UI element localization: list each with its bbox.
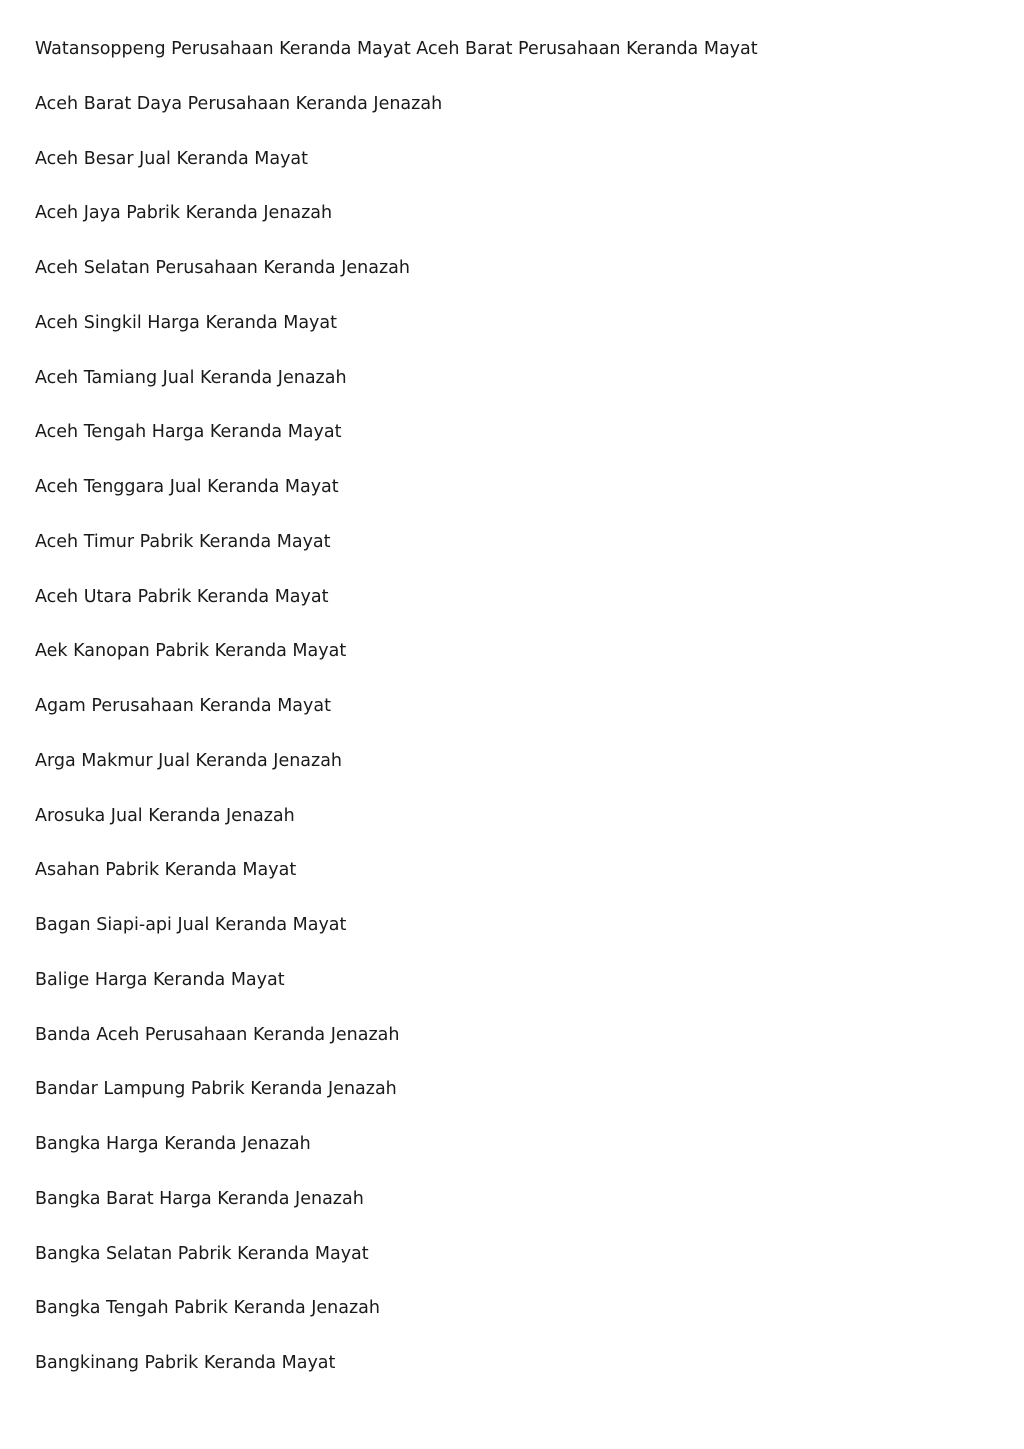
text-line: Agam Perusahaan Keranda Mayat bbox=[35, 696, 331, 716]
text-line: Aceh Singkil Harga Keranda Mayat bbox=[35, 312, 338, 333]
text-line: Aceh Tenggara Jual Keranda Mayat bbox=[35, 477, 339, 497]
text-line: Aceh Utara Pabrik Keranda Mayat bbox=[35, 586, 329, 607]
text-line: Bandar Lampung Pabrik Keranda Jenazah bbox=[35, 1079, 397, 1100]
text-line: Bangka Tengah Pabrik Keranda Jenazah bbox=[35, 1298, 380, 1319]
text-line: Bangkinang Pabrik Keranda Mayat bbox=[35, 1353, 336, 1373]
text-line: Aceh Tengah Harga Keranda Mayat bbox=[35, 422, 342, 443]
text-line: Watansoppeng Perusahaan Keranda Mayat Aceh Barat Perusahaan Keranda Mayat bbox=[35, 39, 758, 59]
text-line: Banda Aceh Perusahaan Keranda Jenazah bbox=[35, 1024, 400, 1045]
text-line: Aceh Selatan Perusahaan Keranda Jenazah bbox=[35, 258, 410, 278]
text-line: Aceh Besar Jual Keranda Mayat bbox=[35, 148, 309, 169]
text-line: Aceh Barat Daya Perusahaan Keranda Jenazah bbox=[35, 93, 443, 114]
text-line: Aceh Tamiang Jual Keranda Jenazah bbox=[35, 367, 347, 388]
text-line: Bangka Barat Harga Keranda Jenazah bbox=[35, 1188, 364, 1209]
text-line: Balige Harga Keranda Mayat bbox=[35, 969, 285, 990]
text-line: Arosuka Jual Keranda Jenazah bbox=[35, 805, 295, 826]
text-line: Arga Makmur Jual Keranda Jenazah bbox=[35, 750, 343, 771]
text-line: Asahan Pabrik Keranda Mayat bbox=[35, 860, 297, 881]
text-line: Aceh Timur Pabrik Keranda Mayat bbox=[35, 531, 331, 552]
text-line: Bangka Harga Keranda Jenazah bbox=[35, 1134, 311, 1154]
text-line: Bangka Selatan Pabrik Keranda Mayat bbox=[35, 1243, 369, 1264]
text-line: Aceh Jaya Pabrik Keranda Jenazah bbox=[35, 203, 333, 224]
text-line-list bbox=[35, 37, 758, 1406]
text-line: Aek Kanopan Pabrik Keranda Mayat bbox=[35, 641, 347, 662]
text-line: Bagan Siapi-api Jual Keranda Mayat bbox=[35, 915, 347, 935]
